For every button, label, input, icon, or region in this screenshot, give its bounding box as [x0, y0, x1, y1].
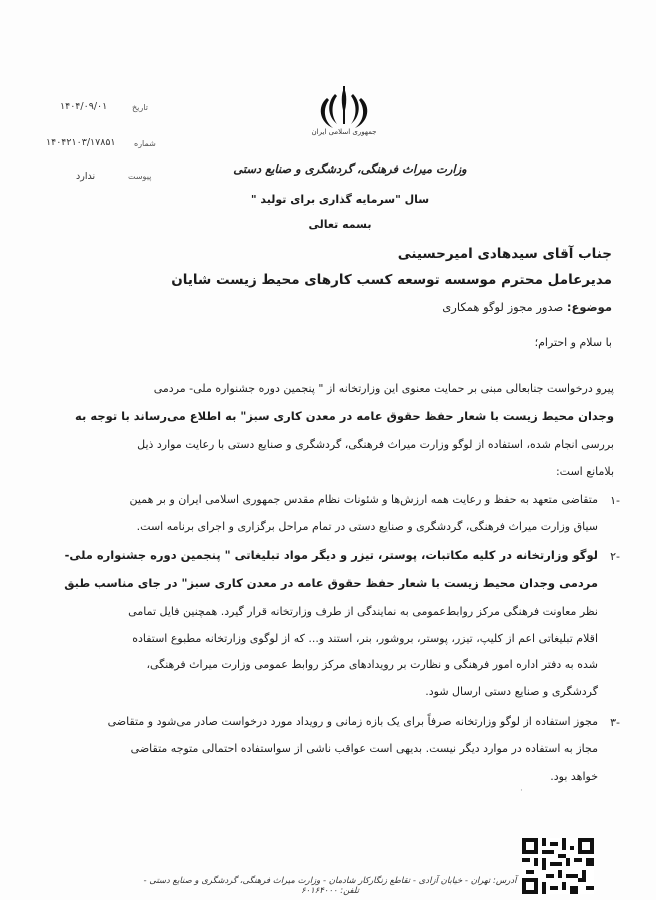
stray-mark: ·	[520, 786, 523, 796]
emblem-caption: جمهوری اسلامی ایران	[311, 128, 377, 136]
item-2-line-4: اقلام تبلیغاتی اعم از کلیپ، تیزر، پوستر، بروشور، بنر، استند و... که از لوگوی وزارتخانه مطبوع استفاده	[132, 632, 598, 645]
addressee-name: جناب آقای سیدهادی امیرحسینی	[397, 246, 612, 262]
intro-line-4: بلامانع است:	[555, 465, 614, 478]
ministry-name: وزارت میراث فرهنگی، گردشگری و صنایع دستی	[233, 162, 467, 176]
item-2-line-6: گردشگری و صنایع دستی ارسال شود.	[425, 685, 598, 698]
basmala: بسمه تعالی	[308, 218, 372, 231]
intro-line-3: بررسی انجام شده، استفاده از لوگو وزارت میراث فرهنگی، گردشگری و صنایع دستی با رعایت موارد ذیل	[137, 438, 614, 451]
date-label: تاریخ	[132, 103, 148, 112]
item-1-number: ۱-	[610, 494, 620, 507]
attachment-label: پیوست	[128, 172, 152, 181]
item-2-line-1: لوگو وزارتخانه در کلیه مکاتبات، پوستر، تیزر و دیگر مواد تبلیغاتی " پنجمین دوره جشنواره ملی-	[64, 548, 598, 562]
item-1-line-2: سیاق وزارت میراث فرهنگی، گردشگری و صنایع دستی در تمام مراحل برگزاری و اجرای برنامه است.	[136, 520, 598, 533]
item-2-line-5: شده به دفتر اداره امور فرهنگی و نظارت بر رویدادهای مرکز روابط عمومی وزارت میراث فرهنگی،	[146, 658, 598, 671]
footer-address: آدرس: تهران - خیابان آزادی - تقاطع زنگارکار شادمان - وزارت میراث فرهنگی، گردشگری و صنایع دستی - تلفن: ۶۰۱۶۴۰۰۰	[143, 876, 517, 896]
number-label: شماره	[134, 139, 156, 148]
item-3-line-3: خواهد بود.	[550, 770, 598, 783]
attachment-value: ندارد	[76, 171, 96, 182]
greeting: با سلام و احترام؛	[534, 336, 612, 349]
subject-line	[442, 300, 612, 314]
qr-code	[522, 838, 594, 894]
date-value: ۱۴۰۴/۰۹/۰۱	[60, 101, 108, 112]
subject-label: موضوع:	[566, 300, 612, 314]
item-3-line-1: مجوز استفاده از لوگو وزارتخانه صرفاً برای یک بازه زمانی و رویداد مورد درخواست صادر می‌شود و متقاضی	[107, 715, 598, 728]
year-motto: سال "سرمایه گذاری برای تولید "	[250, 193, 430, 206]
subject-text: صدور مجوز لوگو همکاری	[442, 300, 564, 314]
item-2-number: ۲-	[610, 550, 620, 563]
item-3-line-2: مجاز به استفاده در موارد دیگر نیست. بدیهی است عواقب ناشی از سواستفاده احتمالی متوجه متقاضی	[130, 742, 598, 755]
addressee-title: مدیرعامل محترم موسسه توسعه کسب کارهای محیط زیست شایان	[171, 272, 612, 288]
number-value: ۱۴۰۴۲۱۰۳/۱۷۸۵۱	[46, 137, 116, 148]
item-1-line-1: متقاضی متعهد به حفظ و رعایت همه ارزش‌ها و شئونات نظام مقدس جمهوری اسلامی ایران و بر همین	[129, 493, 598, 506]
item-2-line-2: مردمی وجدان محیط زیست با شعار حفظ حقوق عامه در معدن کاری سبز" در جای مناسب طبق	[64, 576, 598, 590]
intro-line-1: پیرو درخواست جنابعالی مبنی بر حمایت معنوی این وزارتخانه از " پنجمین دوره جشنواره ملی- مردمی	[153, 382, 614, 395]
intro-line-2: وجدان محیط زیست با شعار حفظ حقوق عامه در معدن کاری سبز" به اطلاع می‌رساند با توجه به	[75, 409, 614, 423]
item-2-line-3: نظر معاونت فرهنگی مرکز روابط‌عمومی به نمایندگی از طرف وزارتخانه قرار گیرد. همچنین فایل تمامی	[128, 605, 598, 618]
item-3-number: ۳-	[610, 716, 620, 729]
